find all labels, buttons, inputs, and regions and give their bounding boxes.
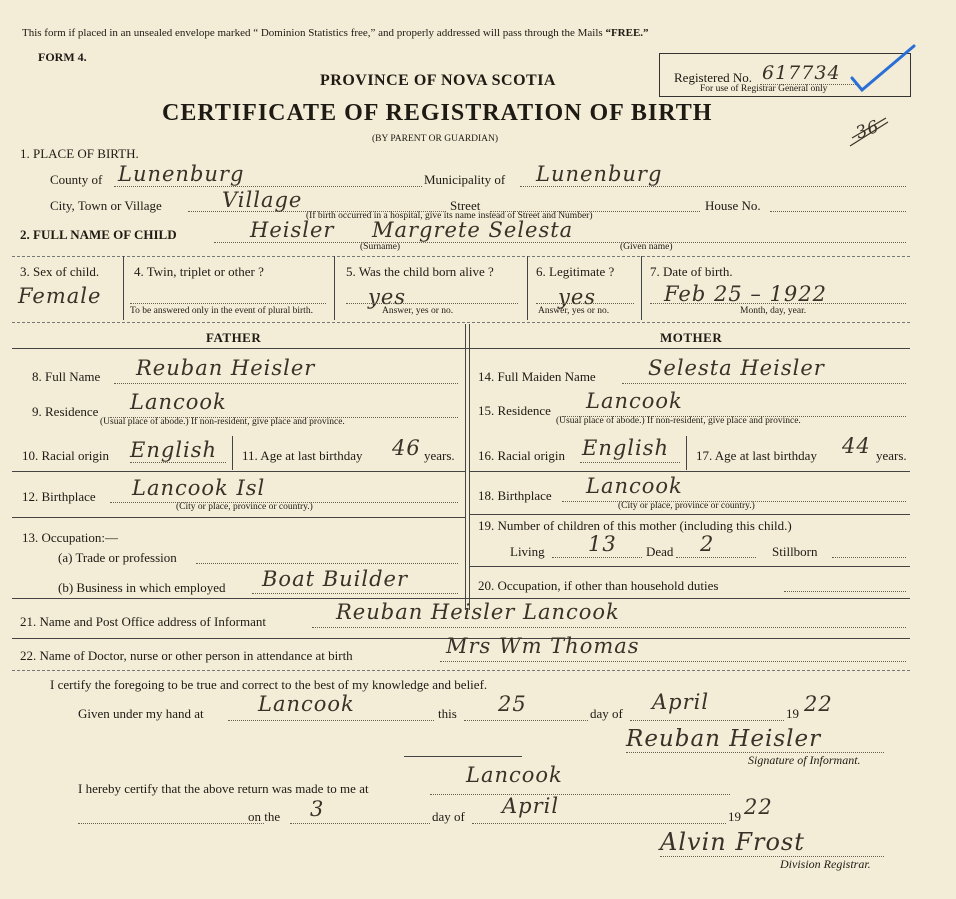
divider-certification <box>12 670 910 671</box>
given-caption: (Given name) <box>620 242 673 252</box>
legit-note: Answer, yes or no. <box>538 306 610 316</box>
mother-racial-label: 16. Racial origin <box>478 448 566 463</box>
father-age-value: 46 <box>392 436 421 460</box>
signature-caption: Signature of Informant. <box>748 753 861 767</box>
given-place-value: Lancook <box>258 692 355 716</box>
county-label: County of <box>50 172 103 187</box>
year-prefix: 19 <box>786 706 799 721</box>
dead-value: 2 <box>700 532 715 556</box>
municipality-label: Municipality of <box>424 172 506 187</box>
father-trade-line <box>196 563 458 564</box>
certificate-subtitle: (BY PARENT OR GUARDIAN) <box>372 134 499 144</box>
informant-label: 21. Name and Post Office address of Informant <box>20 614 266 629</box>
mother-birthplace-value: Lancook <box>586 474 683 498</box>
dob-line <box>650 303 906 304</box>
father-racial-line <box>130 462 226 463</box>
strike-mark-icon <box>846 116 892 152</box>
surname-caption: (Surname) <box>360 242 401 252</box>
registered-number: 617734 <box>762 62 841 84</box>
postal-note-free: “FREE.” <box>605 27 649 39</box>
mother-racial-line <box>580 462 680 463</box>
return-place-line <box>430 794 730 795</box>
city-value: Village <box>222 188 303 212</box>
parents-bottom-rule <box>12 598 910 599</box>
father-age-divider <box>232 436 233 470</box>
parents-center-divider <box>465 324 466 610</box>
mother-occupation-line <box>784 591 906 592</box>
child-given-value: Margrete Selesta <box>372 218 574 242</box>
dob-value: Feb 25 – 1922 <box>664 282 827 306</box>
father-name-line <box>114 383 458 384</box>
mother-birthplace-label: 18. Birthplace <box>478 488 552 503</box>
father-racial-label: 10. Racial origin <box>22 448 110 463</box>
informant-signature: Reuban Heisler <box>626 726 822 752</box>
informant-value: Reuban Heisler Lancook <box>336 600 620 624</box>
margin-mark: 36 <box>853 116 883 144</box>
twin-note: To be answered only in the event of plural birth. <box>130 306 313 316</box>
grid-divider-4 <box>641 256 642 320</box>
on-the-lead-line <box>78 823 264 824</box>
father-rule-1 <box>12 471 465 472</box>
stillborn-label: Stillborn <box>772 544 818 559</box>
place-of-birth-label: 1. PLACE OF BIRTH. <box>20 146 139 161</box>
legit-value: yes <box>558 285 597 309</box>
divider-top-grid <box>12 256 910 257</box>
father-occupation-label: 13. Occupation:— <box>22 530 119 545</box>
house-label: House No. <box>705 198 761 213</box>
living-value: 13 <box>588 532 617 556</box>
doctor-line <box>440 661 906 662</box>
mother-residence-note: (Usual place of abode.) If non-resident, give place and province. <box>556 416 801 426</box>
dob-note: Month, day, year. <box>740 306 807 316</box>
this-label: this <box>438 706 457 721</box>
dob-label: 7. Date of birth. <box>650 264 733 279</box>
mother-heading: MOTHER <box>660 330 723 345</box>
father-heading: FATHER <box>206 330 262 345</box>
dead-line <box>676 557 756 558</box>
legit-label: 6. Legitimate ? <box>536 264 615 279</box>
alive-note: Answer, yes or no. <box>382 306 454 316</box>
mother-age-label: 17. Age at last birthday <box>696 448 817 463</box>
mother-name-label: 14. Full Maiden Name <box>478 369 596 384</box>
return-place-value: Lancook <box>466 763 563 787</box>
on-the-label: on the <box>248 809 281 824</box>
living-label: Living <box>510 544 545 559</box>
father-name-value: Reuban Heisler <box>136 356 316 380</box>
separator-rule <box>404 756 522 757</box>
given-place-line <box>228 720 434 721</box>
certify-text: I certify the foregoing to be true and correct to the best of my knowledge and belief. <box>50 677 488 692</box>
father-birthplace-label: 12. Birthplace <box>22 489 96 504</box>
alive-value: yes <box>368 285 407 309</box>
certificate-title: CERTIFICATE OF REGISTRATION OF BIRTH <box>162 100 713 126</box>
father-name-label: 8. Full Name <box>32 369 101 384</box>
month-value: April <box>652 690 710 714</box>
municipality-value: Lunenburg <box>536 162 663 186</box>
father-birthplace-value: Lancook Isl <box>132 476 266 500</box>
postal-note-text: This form if placed in an unsealed envelope marked “ Dominion Statistics free,” and properly addressed will pass through the Mails <box>22 27 606 39</box>
twin-label: 4. Twin, triplet or other ? <box>134 264 264 279</box>
informant-line <box>312 627 906 628</box>
day-line <box>464 720 588 721</box>
year-value: 22 <box>804 692 833 716</box>
grid-divider-2 <box>334 256 335 320</box>
mother-rule-1 <box>469 471 910 472</box>
county-value: Lunenburg <box>118 162 245 186</box>
postal-note <box>22 27 649 39</box>
father-business-line <box>252 593 458 594</box>
doctor-label: 22. Name of Doctor, nurse or other person in attendance at birth <box>20 648 353 663</box>
city-label: City, Town or Village <box>50 198 162 213</box>
registered-label: Registered No. <box>674 70 752 85</box>
checkmark-icon <box>848 42 918 94</box>
on-month-line <box>472 823 726 824</box>
father-trade-label: (a) Trade or profession <box>58 550 177 565</box>
grid-divider-3 <box>527 256 528 320</box>
legit-line <box>536 303 634 304</box>
doctor-value: Mrs Wm Thomas <box>446 634 640 658</box>
alive-label: 5. Was the child born alive ? <box>346 264 494 279</box>
twin-line <box>130 303 326 304</box>
mother-birthplace-note: (City or place, province or country.) <box>618 501 755 511</box>
mother-racial-value: English <box>582 436 670 460</box>
registrar-caption: Division Registrar. <box>780 857 871 871</box>
child-surname-value: Heisler <box>250 218 335 242</box>
mother-residence-label: 15. Residence <box>478 403 551 418</box>
street-label: Street <box>450 198 481 213</box>
on-day-line <box>290 823 430 824</box>
divider-parents-top <box>12 322 910 323</box>
child-name-line <box>214 242 906 243</box>
mother-rule-3 <box>469 566 910 567</box>
dead-label: Dead <box>646 544 674 559</box>
father-residence-note: (Usual place of abode.) If non-resident, give place and province. <box>100 417 345 427</box>
on-year-prefix: 19 <box>728 809 741 824</box>
given-under-label: Given under my hand at <box>78 706 204 721</box>
day-of-label: day of <box>590 706 623 721</box>
on-year-value: 22 <box>744 795 773 819</box>
stillborn-line <box>832 557 906 558</box>
hospital-note: (If birth occurred in a hospital, give its name instead of Street and Number) <box>306 211 593 221</box>
father-business-value: Boat Builder <box>262 567 409 591</box>
mother-residence-value: Lancook <box>586 389 683 413</box>
on-day-value: 3 <box>310 797 325 821</box>
father-business-label: (b) Business in which employed <box>58 580 226 595</box>
father-birthplace-note: (City or place, province or country.) <box>176 502 313 512</box>
father-age-label: 11. Age at last birthday <box>242 448 363 463</box>
sex-label: 3. Sex of child. <box>20 264 100 279</box>
mother-name-value: Selesta Heisler <box>648 356 825 380</box>
county-line <box>114 186 422 187</box>
grid-divider-1 <box>123 256 124 320</box>
parents-heading-rule <box>12 348 910 349</box>
sex-value: Female <box>18 284 102 308</box>
municipality-line <box>520 186 906 187</box>
mother-age-divider <box>686 436 687 470</box>
month-line <box>630 720 784 721</box>
children-label: 19. Number of children of this mother (including this child.) <box>478 518 792 533</box>
mother-name-line <box>622 383 906 384</box>
registrar-use-note: For use of Registrar General only <box>700 84 828 94</box>
alive-line <box>346 303 518 304</box>
mother-age-value: 44 <box>842 434 871 458</box>
house-line <box>770 211 906 212</box>
parents-center-divider-2 <box>469 324 470 610</box>
father-rule-2 <box>12 517 465 518</box>
father-years: years. <box>424 448 455 463</box>
registrar-signature: Alvin Frost <box>660 828 805 856</box>
living-line <box>552 557 642 558</box>
father-residence-value: Lancook <box>130 390 227 414</box>
mother-rule-2 <box>469 514 910 515</box>
father-racial-value: English <box>130 438 218 462</box>
on-month-value: April <box>502 794 560 818</box>
day-value: 25 <box>498 692 527 716</box>
father-residence-label: 9. Residence <box>32 404 99 419</box>
return-label: I hereby certify that the above return was made to me at <box>78 781 369 796</box>
province-heading: PROVINCE OF NOVA SCOTIA <box>320 72 556 89</box>
form-number: FORM 4. <box>38 50 87 64</box>
mother-occupation-label: 20. Occupation, if other than household duties <box>478 578 719 593</box>
mother-years: years. <box>876 448 907 463</box>
day-of-label-2: day of <box>432 809 465 824</box>
child-name-label: 2. FULL NAME OF CHILD <box>20 227 177 242</box>
